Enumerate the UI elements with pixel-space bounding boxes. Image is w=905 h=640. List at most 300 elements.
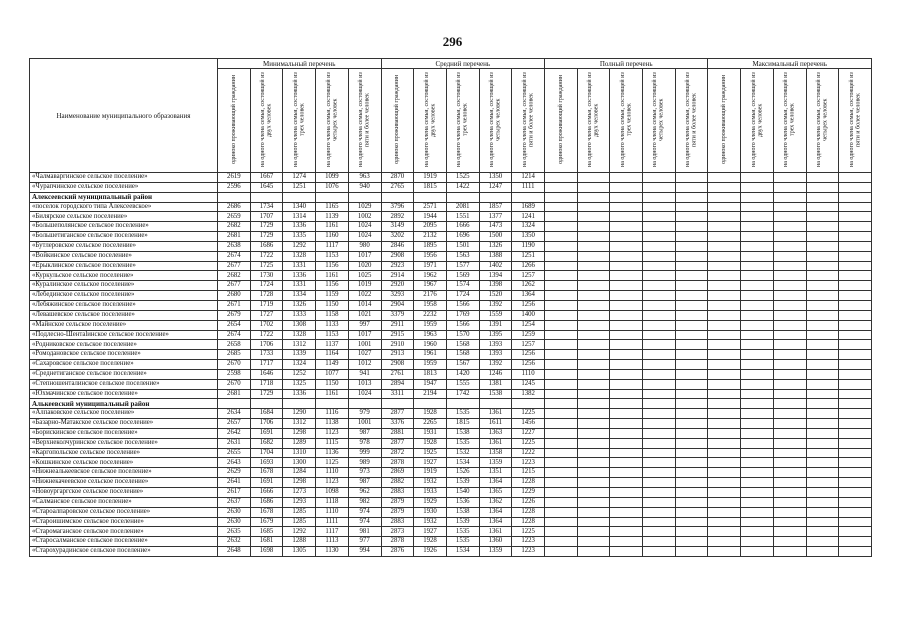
value-cell: 1118	[316, 497, 349, 507]
value-cell: 1077	[316, 369, 349, 379]
value-cell: 1227	[512, 428, 545, 438]
column-header	[446, 69, 479, 173]
empty-cell	[839, 340, 872, 350]
value-cell: 1336	[283, 271, 316, 281]
value-cell: 1226	[512, 497, 545, 507]
value-cell: 2879	[381, 497, 414, 507]
empty-cell	[643, 212, 676, 222]
empty-cell	[839, 350, 872, 360]
table-row	[30, 409, 872, 419]
value-cell: 1364	[479, 517, 512, 527]
value-cell: 2846	[381, 241, 414, 251]
value-cell: 1314	[283, 212, 316, 222]
value-cell: 1161	[316, 222, 349, 232]
empty-cell	[610, 507, 643, 517]
empty-cell	[544, 182, 577, 192]
empty-cell	[544, 251, 577, 261]
value-cell: 3379	[381, 310, 414, 320]
value-cell: 1020	[348, 261, 381, 271]
value-cell: 3293	[381, 291, 414, 301]
empty-cell	[773, 448, 806, 458]
empty-cell	[643, 419, 676, 429]
empty-cell	[708, 379, 741, 389]
empty-cell	[839, 547, 872, 557]
value-cell: 1719	[250, 300, 283, 310]
empty-cell	[708, 310, 741, 320]
value-cell: 1927	[414, 458, 447, 468]
value-cell: 1246	[479, 369, 512, 379]
column-header-label: на одного члена семьи, состоящей из двух человек	[587, 72, 600, 167]
empty-cell	[708, 448, 741, 458]
value-cell: 2920	[381, 281, 414, 291]
value-cell: 2878	[381, 537, 414, 547]
municipality-name: «Лебяжинское сельское поселение»	[30, 300, 218, 310]
empty-cell	[741, 438, 774, 448]
value-cell: 1335	[283, 232, 316, 242]
empty-cell	[773, 350, 806, 360]
empty-cell	[675, 251, 708, 261]
empty-cell	[577, 271, 610, 281]
value-cell: 2619	[218, 173, 251, 183]
value-cell: 1730	[250, 271, 283, 281]
value-cell: 1666	[446, 222, 479, 232]
empty-cell	[708, 399, 741, 409]
value-cell: 2670	[218, 360, 251, 370]
column-header-label: на одного члена семьи, состоящей из пяти и более человек	[848, 72, 862, 167]
empty-cell	[544, 448, 577, 458]
municipality-name: «Староишимское сельское поселение»	[30, 517, 218, 527]
value-cell: 1919	[414, 468, 447, 478]
value-cell: 1138	[316, 419, 349, 429]
empty-cell	[773, 369, 806, 379]
empty-cell	[708, 202, 741, 212]
empty-cell	[675, 300, 708, 310]
value-cell: 1364	[479, 507, 512, 517]
empty-cell	[643, 320, 676, 330]
empty-cell	[610, 428, 643, 438]
empty-cell	[839, 251, 872, 261]
empty-cell	[708, 438, 741, 448]
empty-cell	[610, 409, 643, 419]
empty-cell	[741, 310, 774, 320]
empty-cell	[806, 192, 839, 202]
empty-cell	[708, 173, 741, 183]
value-cell: 1539	[446, 478, 479, 488]
empty-cell	[806, 291, 839, 301]
empty-cell	[675, 497, 708, 507]
value-cell: 1567	[446, 360, 479, 370]
empty-cell	[610, 497, 643, 507]
empty-cell	[839, 271, 872, 281]
empty-cell	[577, 478, 610, 488]
value-cell: 1704	[250, 448, 283, 458]
empty-cell	[544, 547, 577, 557]
empty-cell	[643, 251, 676, 261]
value-cell: 1722	[250, 330, 283, 340]
table-body	[30, 173, 872, 557]
empty-cell	[479, 192, 512, 202]
value-cell: 1292	[283, 241, 316, 251]
empty-cell	[773, 271, 806, 281]
value-cell: 2679	[218, 310, 251, 320]
value-cell: 2913	[381, 350, 414, 360]
municipality-name: «Салманское сельское поселение»	[30, 497, 218, 507]
empty-cell	[643, 182, 676, 192]
value-cell: 1392	[479, 300, 512, 310]
empty-cell	[839, 438, 872, 448]
value-cell: 1298	[283, 428, 316, 438]
empty-cell	[610, 261, 643, 271]
value-cell: 1540	[446, 488, 479, 498]
empty-cell	[577, 448, 610, 458]
municipality-name: «Чурапчинское сельское поселение»	[30, 182, 218, 192]
empty-cell	[839, 300, 872, 310]
value-cell: 1534	[446, 458, 479, 468]
table-row	[30, 389, 872, 399]
empty-cell	[806, 507, 839, 517]
page-number: 296	[442, 34, 463, 49]
value-cell: 2630	[218, 517, 251, 527]
value-cell: 2908	[381, 360, 414, 370]
municipality-name: «Алпаковское сельское поселение»	[30, 409, 218, 419]
empty-cell	[544, 507, 577, 517]
empty-cell	[806, 478, 839, 488]
empty-cell	[577, 360, 610, 370]
empty-cell	[806, 173, 839, 183]
empty-cell	[218, 192, 251, 202]
empty-cell	[675, 350, 708, 360]
empty-cell	[675, 419, 708, 429]
empty-cell	[773, 173, 806, 183]
value-cell: 2915	[381, 330, 414, 340]
empty-cell	[610, 192, 643, 202]
municipality-name: «Староалпаровское сельское поселение»	[30, 507, 218, 517]
empty-cell	[839, 458, 872, 468]
empty-cell	[839, 182, 872, 192]
empty-cell	[839, 389, 872, 399]
value-cell: 2571	[414, 202, 447, 212]
value-cell: 1724	[250, 281, 283, 291]
value-cell: 994	[348, 547, 381, 557]
empty-cell	[675, 448, 708, 458]
value-cell: 1308	[283, 320, 316, 330]
municipality-name: «Чалмаваргинское сельское поселение»	[30, 173, 218, 183]
value-cell: 1247	[479, 182, 512, 192]
table-row	[30, 222, 872, 232]
empty-cell	[643, 192, 676, 202]
empty-cell	[577, 182, 610, 192]
empty-cell	[675, 458, 708, 468]
empty-cell	[577, 173, 610, 183]
empty-cell	[675, 507, 708, 517]
empty-cell	[773, 547, 806, 557]
value-cell: 1729	[250, 389, 283, 399]
municipality-name: «Старомаганское сельское поселение»	[30, 527, 218, 537]
value-cell: 1574	[446, 281, 479, 291]
value-cell: 2872	[381, 448, 414, 458]
value-cell: 941	[348, 369, 381, 379]
empty-cell	[806, 222, 839, 232]
column-header	[544, 69, 577, 173]
empty-cell	[577, 379, 610, 389]
empty-cell	[806, 409, 839, 419]
table-row	[30, 379, 872, 389]
value-cell: 2670	[218, 379, 251, 389]
value-cell: 1702	[250, 320, 283, 330]
empty-cell	[741, 428, 774, 438]
value-cell: 2681	[218, 389, 251, 399]
empty-cell	[806, 369, 839, 379]
empty-cell	[348, 399, 381, 409]
value-cell: 1395	[479, 330, 512, 340]
empty-cell	[643, 399, 676, 409]
value-cell: 1927	[414, 527, 447, 537]
value-cell: 1022	[348, 291, 381, 301]
municipality-name: «Левашевское сельское поселение»	[30, 310, 218, 320]
empty-cell	[708, 428, 741, 438]
empty-cell	[773, 281, 806, 291]
value-cell: 2176	[414, 291, 447, 301]
empty-cell	[577, 251, 610, 261]
empty-cell	[839, 497, 872, 507]
empty-cell	[643, 527, 676, 537]
table-row	[30, 320, 872, 330]
empty-cell	[544, 350, 577, 360]
value-cell: 1153	[316, 330, 349, 340]
empty-cell	[544, 497, 577, 507]
value-cell: 1149	[316, 360, 349, 370]
empty-cell	[610, 310, 643, 320]
value-cell: 1551	[446, 212, 479, 222]
empty-cell	[839, 291, 872, 301]
table-row	[30, 488, 872, 498]
empty-cell	[544, 360, 577, 370]
value-cell: 1245	[512, 379, 545, 389]
value-cell: 2876	[381, 547, 414, 557]
empty-cell	[839, 517, 872, 527]
empty-cell	[643, 458, 676, 468]
empty-cell	[839, 507, 872, 517]
empty-cell	[479, 399, 512, 409]
value-cell: 1388	[479, 251, 512, 261]
empty-cell	[839, 399, 872, 409]
value-cell: 1534	[446, 547, 479, 557]
value-cell: 2132	[414, 232, 447, 242]
empty-cell	[610, 488, 643, 498]
empty-cell	[839, 173, 872, 183]
value-cell: 1273	[283, 488, 316, 498]
group-header: Минимальный перечень	[218, 59, 382, 69]
value-cell: 1728	[250, 291, 283, 301]
table-row	[30, 251, 872, 261]
value-cell: 1115	[316, 438, 349, 448]
empty-cell	[610, 399, 643, 409]
empty-cell	[544, 389, 577, 399]
value-cell: 981	[348, 527, 381, 537]
column-header-label: одиноко проживающий гражданин	[557, 75, 564, 164]
value-cell: 2878	[381, 458, 414, 468]
value-cell: 1339	[283, 350, 316, 360]
municipality-name: «Нижнекачеевское сельское поселение»	[30, 478, 218, 488]
empty-cell	[544, 202, 577, 212]
empty-cell	[708, 419, 741, 429]
value-cell: 1360	[479, 537, 512, 547]
empty-cell	[839, 202, 872, 212]
value-cell: 1526	[446, 468, 479, 478]
value-cell: 2596	[218, 182, 251, 192]
empty-cell	[577, 241, 610, 251]
empty-cell	[610, 360, 643, 370]
empty-cell	[741, 241, 774, 251]
municipality-name: «Большетиганское сельское поселение»	[30, 232, 218, 242]
municipality-name: «Лебединское сельское поселение»	[30, 291, 218, 301]
empty-cell	[544, 369, 577, 379]
column-header	[512, 69, 545, 173]
value-cell: 1229	[512, 488, 545, 498]
empty-cell	[577, 497, 610, 507]
municipality-name: «Майнское сельское поселение»	[30, 320, 218, 330]
empty-cell	[773, 222, 806, 232]
group-header: Средний перечень	[381, 59, 544, 69]
column-header	[218, 69, 251, 173]
empty-cell	[741, 458, 774, 468]
empty-cell	[741, 360, 774, 370]
empty-cell	[675, 310, 708, 320]
table-row	[30, 232, 872, 242]
value-cell: 1225	[512, 409, 545, 419]
empty-cell	[708, 182, 741, 192]
value-cell: 980	[348, 241, 381, 251]
value-cell: 1021	[348, 310, 381, 320]
column-header-label: на одного члена семьи, состоящей из пяти и более человек	[685, 72, 698, 167]
value-cell: 1361	[479, 527, 512, 537]
value-cell: 1350	[479, 173, 512, 183]
empty-cell	[250, 192, 283, 202]
value-cell: 1667	[250, 173, 283, 183]
column-header	[806, 69, 839, 173]
value-cell: 1351	[479, 468, 512, 478]
value-cell: 2654	[218, 320, 251, 330]
value-cell: 1706	[250, 340, 283, 350]
value-cell: 1693	[250, 458, 283, 468]
value-cell: 1958	[414, 300, 447, 310]
empty-cell	[544, 537, 577, 547]
value-cell: 2674	[218, 251, 251, 261]
table-row	[30, 507, 872, 517]
empty-cell	[643, 409, 676, 419]
empty-cell	[806, 281, 839, 291]
municipality-name: «Среднетиганское сельское поселение»	[30, 369, 218, 379]
section-title: Алькеевский муниципальный район	[30, 399, 218, 409]
value-cell: 2637	[218, 497, 251, 507]
empty-cell	[675, 389, 708, 399]
table-container	[29, 58, 872, 557]
municipality-name: «Родниковское сельское поселение»	[30, 340, 218, 350]
table-row	[30, 527, 872, 537]
empty-cell	[806, 232, 839, 242]
empty-cell	[643, 232, 676, 242]
value-cell: 1538	[479, 389, 512, 399]
value-cell: 1944	[414, 212, 447, 222]
value-cell: 1017	[348, 251, 381, 261]
value-cell: 1324	[512, 222, 545, 232]
column-header	[479, 69, 512, 173]
value-cell: 1611	[479, 419, 512, 429]
value-cell: 1691	[250, 428, 283, 438]
empty-cell	[643, 291, 676, 301]
column-header	[773, 69, 806, 173]
column-header	[348, 69, 381, 173]
empty-cell	[773, 212, 806, 222]
value-cell: 1926	[414, 547, 447, 557]
value-cell: 3376	[381, 419, 414, 429]
value-cell: 1259	[512, 330, 545, 340]
value-cell: 1158	[316, 310, 349, 320]
empty-cell	[643, 547, 676, 557]
empty-cell	[839, 478, 872, 488]
empty-cell	[839, 448, 872, 458]
value-cell: 1963	[414, 330, 447, 340]
empty-cell	[643, 488, 676, 498]
value-cell: 1123	[316, 478, 349, 488]
empty-cell	[675, 281, 708, 291]
value-cell: 1931	[414, 428, 447, 438]
empty-cell	[708, 300, 741, 310]
empty-cell	[610, 212, 643, 222]
empty-cell	[675, 379, 708, 389]
column-header	[250, 69, 283, 173]
group-header: Полный перечень	[544, 59, 707, 69]
value-cell: 1520	[479, 291, 512, 301]
empty-cell	[577, 300, 610, 310]
table-row	[30, 468, 872, 478]
empty-cell	[708, 527, 741, 537]
value-cell: 1310	[283, 448, 316, 458]
municipality-name: «Войкинское сельское поселение»	[30, 251, 218, 261]
value-cell: 2643	[218, 458, 251, 468]
value-cell: 1895	[414, 241, 447, 251]
value-cell: 1932	[414, 517, 447, 527]
table-row	[30, 340, 872, 350]
empty-cell	[414, 192, 447, 202]
value-cell: 2883	[381, 517, 414, 527]
empty-cell	[577, 428, 610, 438]
empty-cell	[544, 399, 577, 409]
value-cell: 1110	[316, 507, 349, 517]
subsistence-minimum-table	[29, 58, 872, 557]
table-row	[30, 291, 872, 301]
municipality-name: «Сахаровское сельское поселение»	[30, 360, 218, 370]
value-cell: 1933	[414, 488, 447, 498]
empty-cell	[773, 527, 806, 537]
value-cell: 1228	[512, 478, 545, 488]
value-cell: 1289	[283, 438, 316, 448]
value-cell: 1769	[446, 310, 479, 320]
empty-cell	[741, 340, 774, 350]
value-cell: 1325	[283, 379, 316, 389]
municipality-name: «Базарно-Матакское сельское поселение»	[30, 419, 218, 429]
empty-cell	[839, 241, 872, 251]
value-cell: 1555	[446, 379, 479, 389]
value-cell: 2638	[218, 241, 251, 251]
value-cell: 1099	[316, 173, 349, 183]
empty-cell	[708, 369, 741, 379]
value-cell: 2641	[218, 478, 251, 488]
value-cell: 2680	[218, 291, 251, 301]
empty-cell	[544, 458, 577, 468]
value-cell: 1328	[283, 330, 316, 340]
value-cell: 2232	[414, 310, 447, 320]
